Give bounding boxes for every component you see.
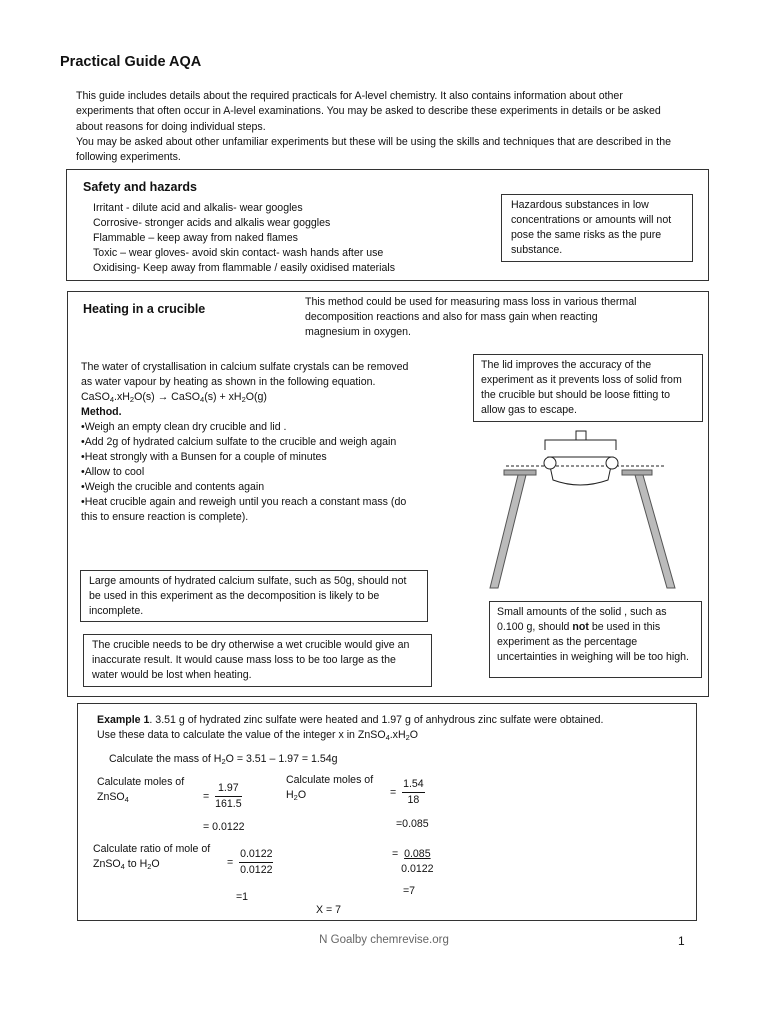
crucible-method-text — [81, 360, 416, 525]
moles-znso4-result: = 0.0122 — [203, 821, 245, 833]
hazard-item: Toxic – wear gloves- avoid skin contact- wash hands after use — [93, 247, 384, 259]
safety-heading: Safety and hazards — [83, 180, 197, 194]
method-label: Method. — [81, 406, 122, 418]
method-step: •Allow to cool — [81, 466, 145, 478]
hazard-note-box: Hazardous substances in low concentrations or amounts will not pose the same risks as the pure substance. — [501, 194, 693, 262]
method-step: •Add 2g of hydrated calcium sulfate to the crucible and weigh again — [81, 436, 397, 448]
safety-box — [66, 169, 709, 281]
footer-author: N Goalby chemrevise.org — [319, 934, 449, 946]
ratio-znso4-result: =1 — [236, 891, 249, 903]
crucible-summary: This method could be used for measuring mass loss in various thermal decomposition reactions and also for mass gain when reacting magnesium in oxygen. — [305, 296, 637, 338]
intro-text — [76, 89, 676, 165]
ratio-h2o-result: =7 — [403, 885, 416, 897]
method-step: •Weigh an empty clean dry crucible and lid . — [81, 421, 287, 433]
large-amount-note-box: Large amounts of hydrated calcium sulfate, such as 50g, should not be used in this experiment as the decomposition is likely to be incomplete. — [80, 570, 428, 622]
example-label: Example 1 — [97, 714, 150, 726]
method-step: •Heat strongly with a Bunsen for a couple of minutes — [81, 451, 327, 463]
intro-paragraph: You may be asked about other unfamiliar experiments but these will be using the skills and techniques that are described in the following experiments. — [76, 135, 671, 164]
ratio-znso4-fraction: = $\frac{0.0122}{0.0122}$ — [227, 848, 273, 876]
lid-note-box: The lid improves the accuracy of the experiment as it prevents loss of solid from the crucible but should be loose fitting to allow gas to escape. — [473, 354, 703, 422]
dry-crucible-note-box: The crucible needs to be dry otherwise a wet crucible would give an inaccurate result. It would cause mass loss to be too large as the water would be lost when heating. — [83, 634, 432, 687]
page-title: Practical Guide AQA — [60, 54, 202, 70]
example-box — [77, 703, 697, 921]
method-step: •Weigh the crucible and contents again — [81, 481, 265, 493]
hazard-item: Flammable – keep away from naked flames — [93, 232, 298, 244]
hazard-item: Oxidising- Keep away from flammable / easily oxidised materials — [93, 262, 396, 274]
method-step: •Heat crucible again and reweigh until you reach a constant mass (do this to ensure reaction is complete). — [81, 496, 407, 523]
crucible-apparatus-diagram — [488, 428, 698, 593]
final-answer: X = 7 — [316, 904, 342, 916]
crucible-intro: The water of crystallisation in calcium sulfate crystals can be removed as water vapour by heating as shown in the following equation. — [81, 361, 409, 388]
hazard-item: Irritant - dilute acid and alkalis- wear googles — [93, 202, 303, 214]
crucible-heading: Heating in a crucible — [83, 302, 206, 316]
example-question: Example 1. 3.51 g of hydrated zinc sulfate were heated and 1.97 g of anhydrous zinc sulfate were obtained. Use these data to calculate the value of the integer x in $ZnSO_4.xH_2O$ — [97, 714, 604, 742]
moles-h2o-fraction: = $\frac{1.54}{18}$ — [390, 778, 424, 806]
small-amount-note-box: Small amounts of the solid , such as 0.100 g, should not be used in this experiment as the percentage uncertainties in weighing will be too high. — [489, 601, 702, 678]
crucible-section — [67, 291, 709, 697]
crucible-equation: $CaSO_4.xH_2O(s)$ → CaSO$_4$(s) + $xH_2O(g)$ — [81, 391, 267, 404]
moles-znso4-label: Calculate moles of ZnSO$_4$ — [97, 776, 185, 804]
page-number: 1 — [678, 934, 685, 948]
hazard-item: Corrosive- stronger acids and alkalis wear goggles — [93, 217, 331, 229]
ratio-label: Calculate ratio of mole of ZnSO$_4$ to $H_2O$ — [93, 843, 211, 871]
moles-h2o-result: =0.085 — [396, 818, 429, 830]
mass-calculation: Calculate the mass of $H_2O = 3.51 - 1.97 = 1.54g$ — [109, 753, 338, 766]
hazard-list — [93, 201, 395, 276]
intro-paragraph: This guide includes details about the required practicals for A-level chemistry. It also contains information about other experiments that often occur in A-level examinations. You may be asked to describe these experiments in details or be asked about reasons for doing individual steps. — [76, 90, 661, 133]
moles-h2o-label: Calculate moles of $H_2O$ — [286, 774, 374, 802]
ratio-h2o-fraction: = $\frac{0.085}{0.0122}$ — [392, 848, 434, 875]
moles-znso4-fraction: = $\frac{1.97}{161.5}$ — [203, 782, 242, 810]
